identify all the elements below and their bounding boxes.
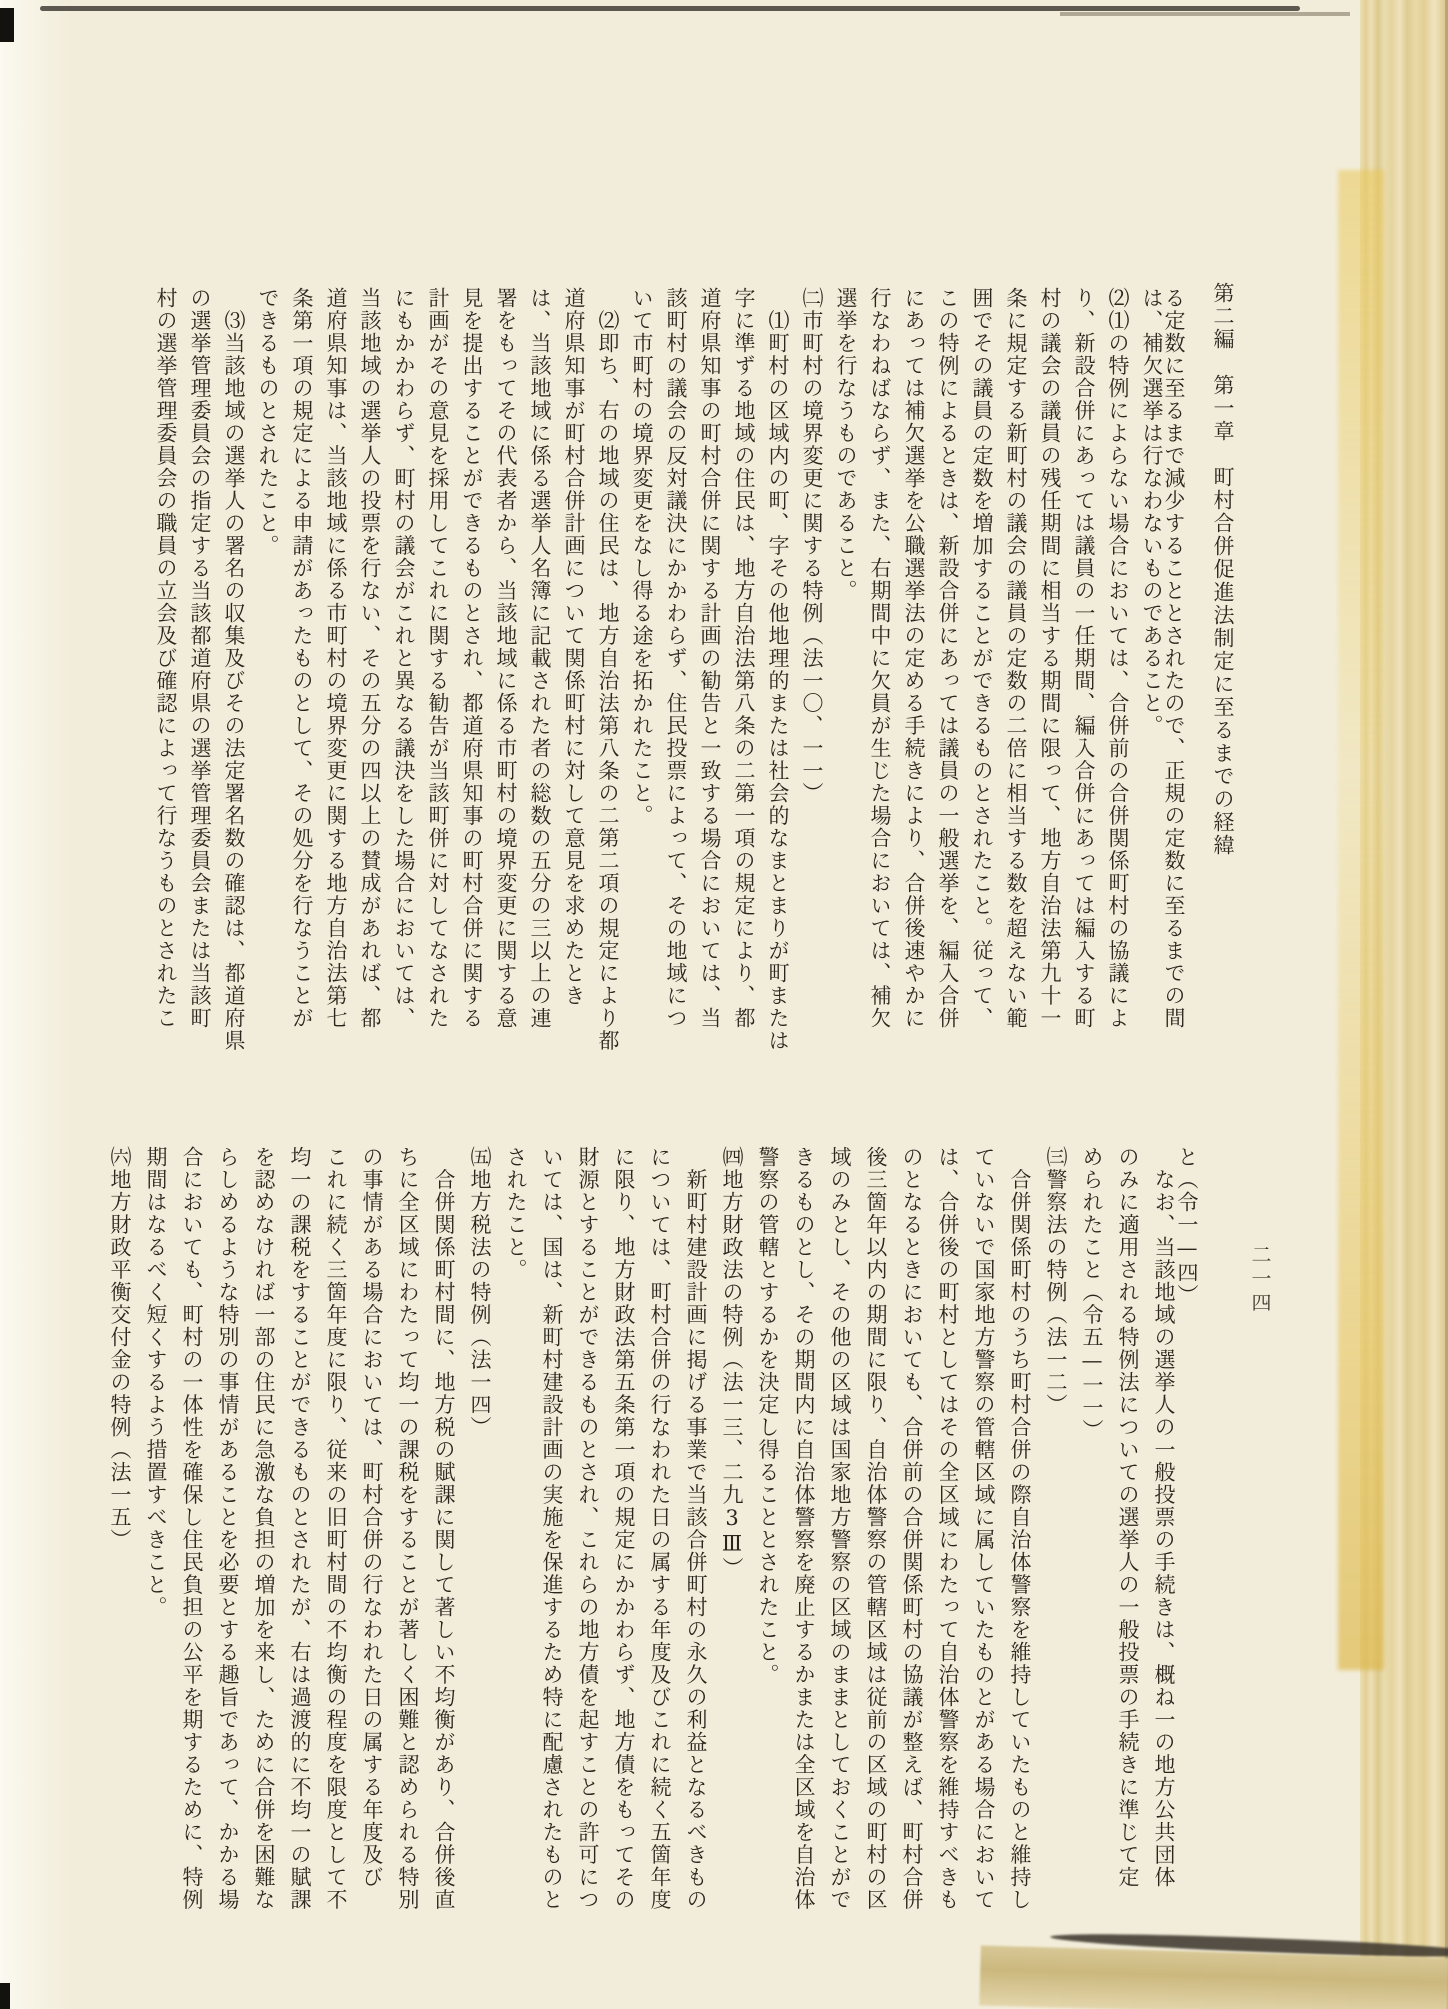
text-column: のとなるときにおいても、合併前の合併関係町村の協議が整えば、町村合併 [900, 1146, 924, 1911]
text-column: 条第一項の規定による申請があったものとして、その処分を行なうことが [290, 287, 314, 1030]
text-column: いて市町村の境界変更をなし得る途を拓かれたこと。 [630, 287, 654, 827]
text-column: 新町村建設計画に掲げる事業で当該合併町村の永久の利益となるべきもの [684, 1146, 708, 1911]
text-column: ㈤地方税法の特例（法一四） [468, 1146, 492, 1439]
text-column: らしめるような特別の事情があることを必要とする趣旨であって、かかる場 [216, 1146, 240, 1911]
text-column: されたこと。 [504, 1146, 528, 1281]
text-column: ㈢警察法の特例（法一二） [1044, 1146, 1068, 1416]
text-column: 域のみとし、その他の区域は国家地方警察の区域のままとしておくことがで [828, 1146, 852, 1911]
text-column: ていないで国家地方警察の管轄区域に属していたものとがある場合において [972, 1146, 996, 1911]
text-column: この特例によるときは、新設合併にあっては議員の一般選挙を、編入合併 [936, 287, 960, 1030]
text-column: 村の選挙管理委員会の職員の立会及び確認によって行なうものとされたこ [154, 287, 178, 1030]
chapter-header: 第二編 第一章 町村合併促進法制定に至るまでの経緯 [1211, 282, 1235, 857]
text-column: に限り、地方財政法第五条第一項の規定にかかわらず、地方債をもってその [612, 1146, 636, 1911]
text-column: ㈣地方財政法の特例（法一三、二九3Ⅲ） [720, 1146, 744, 1580]
text-column: ㈡市町村の境界変更に関する特例（法一〇、一一） [800, 287, 824, 805]
paper-yellow-stain [1338, 170, 1384, 1670]
text-column: の事情がある場合においては、町村合併の行なわれた日の属する年度及び [360, 1146, 384, 1889]
text-column: ⑵⑴の特例によらない場合においては、合併前の合併関係町村の協議によ [1106, 287, 1130, 1030]
text-column: できるものとされたこと。 [256, 287, 280, 557]
text-column: については、町村合併の行なわれた日の属する年度及びこれに続く五箇年度 [648, 1146, 672, 1911]
text-column: り、新設合併にあっては議員の一任期間、編入合併にあっては編入する町 [1072, 287, 1096, 1030]
text-column: は、補欠選挙は行なわないものであること。 [1140, 287, 1164, 737]
text-column: 道府県知事が町村合併計画について関係町村に対して意見を求めたとき [562, 287, 586, 1007]
text-column: ㈥地方財政平衡交付金の特例（法一五） [108, 1146, 132, 1551]
text-column: 財源とすることができるものとされ、これらの地方債を起すことの許可につ [576, 1146, 600, 1911]
text-column: 行なわねばならず、また、右期間中に欠員が生じた場合においては、補欠 [868, 287, 892, 1030]
scan-ink-blot-bottom [0, 1983, 10, 2009]
page-gutter-highlight [0, 0, 70, 2009]
text-column: 合においても、町村の一体性を確保し住民負担の公平を期するために、特例 [180, 1146, 204, 1911]
page-number: 二一四 [1248, 1244, 1272, 1316]
text-column: 村の議会の議員の残任期間に相当する期間に限って、地方自治法第九十一 [1038, 287, 1062, 1030]
text-column: ⑶当該地域の選挙人の署名の収集及びその法定署名数の確認は、都道府県 [222, 287, 246, 1052]
text-column: にあっては補欠選挙を公職選挙法の定める手続きにより、合併後速やかに [902, 287, 926, 1030]
upper-text-block [129, 287, 1185, 1077]
text-column: 字に準ずる地域の住民は、地方自治法第八条の二第一項の規定により、都 [732, 287, 756, 1030]
scan-top-edge-line-2 [1060, 12, 1350, 16]
text-column: 期間はなるべく短くするよう措置すべきこと。 [144, 1146, 168, 1619]
text-column: 該町村の議会の反対議決にかかわらず、住民投票によって、その地域につ [664, 287, 688, 1030]
text-column: 見を提出することができるものとされ、都道府県知事の町村合併に関する [460, 287, 484, 1030]
text-column: を認めなければ一部の住民に急激な負担の増加を来し、ために合併を困難な [252, 1146, 276, 1911]
text-column: 道府県知事の町村合併に関する計画の勧告と一致する場合においては、当 [698, 287, 722, 1030]
lower-text-block [82, 1146, 1198, 1936]
text-column: 道府県知事は、当該地域に係る市町村の境界変更に関する地方自治法第七 [324, 287, 348, 1030]
text-column: ⑴町村の区域内の町、字その他地理的または社会的なまとまりが町または [766, 287, 790, 1052]
text-column: これに続く三箇年度に限り、従来の旧町村間の不均衡の程度を限度として不 [324, 1146, 348, 1911]
text-column: 警察の管轄とするかを決定し得ることとされたこと。 [756, 1146, 780, 1686]
text-column: 署をもってその代表者から、当該地域に係る市町村の境界変更に関する意 [494, 287, 518, 1030]
text-column: きるものとし、その期間内に自治体警察を廃止するかまたは全区域を自治体 [792, 1146, 816, 1911]
text-column: められたこと（令五—一一） [1080, 1146, 1104, 1442]
text-column: のみに適用される特例法についての選挙人の一般投票の手続きに準じて定 [1116, 1146, 1140, 1889]
text-column: にもかかわらず、町村の議会がこれと異なる議決をした場合においては、 [392, 287, 416, 1030]
text-column: ちに全区域にわたって均一の課税をすることが著しく困難と認められる特別 [396, 1146, 420, 1911]
text-column: 後三箇年以内の期間に限り、自治体警察の管轄区域は従前の区域の町村の区 [864, 1146, 888, 1911]
text-column: 当該地域の選挙人の投票を行ない、その五分の四以上の賛成があれば、都 [358, 287, 382, 1030]
text-column: ⑵即ち、右の地域の住民は、地方自治法第八条の二第二項の規定により都 [596, 287, 620, 1052]
text-column: と（令一—四） [1175, 1146, 1199, 1307]
text-column: る定数に至るまで減少することとされたので、正規の定数に至るまでの間 [1162, 287, 1186, 1030]
text-column: 選挙を行なうものであること。 [834, 287, 858, 602]
text-column: 計画がその意見を採用してこれに関する勧告が当該町併に対してなされた [426, 287, 450, 1030]
text-column: なお、当該地域の選挙人の一般投票の手続きは、概ね一の地方公共団体 [1152, 1146, 1176, 1889]
text-column: 均一の課税をすることができるものとされたが、右は過渡的に不均一の賦課 [288, 1146, 312, 1911]
text-column: 条に規定する新町村の議会の議員の定数の二倍に相当する数を超えない範 [1004, 287, 1028, 1030]
text-column: 合併関係町村間に、地方税の賦課に関して著しい不均衡があり、合併後直 [432, 1146, 456, 1911]
scan-ink-blot-top [0, 8, 14, 42]
text-column: は、当該地域に係る選挙人名簿に記載された者の総数の五分の三以上の連 [528, 287, 552, 1030]
text-column: 囲でその議員の定数を増加することができるものとされたこと。従って、 [970, 287, 994, 1030]
text-column: 合併関係町村のうち町村合併の際自治体警察を維持していたものと維持し [1008, 1146, 1032, 1911]
text-column: は、合併後の町村としてはその全区域にわたって自治体警察を維持すべきも [936, 1146, 960, 1911]
text-column: いては、国は、新町村建設計画の実施を保進するため特に配慮されたものと [540, 1146, 564, 1911]
scan-top-edge-line [40, 6, 1300, 11]
text-column: の選挙管理委員会の指定する当該都道府県の選挙管理委員会または当該町 [188, 287, 212, 1030]
